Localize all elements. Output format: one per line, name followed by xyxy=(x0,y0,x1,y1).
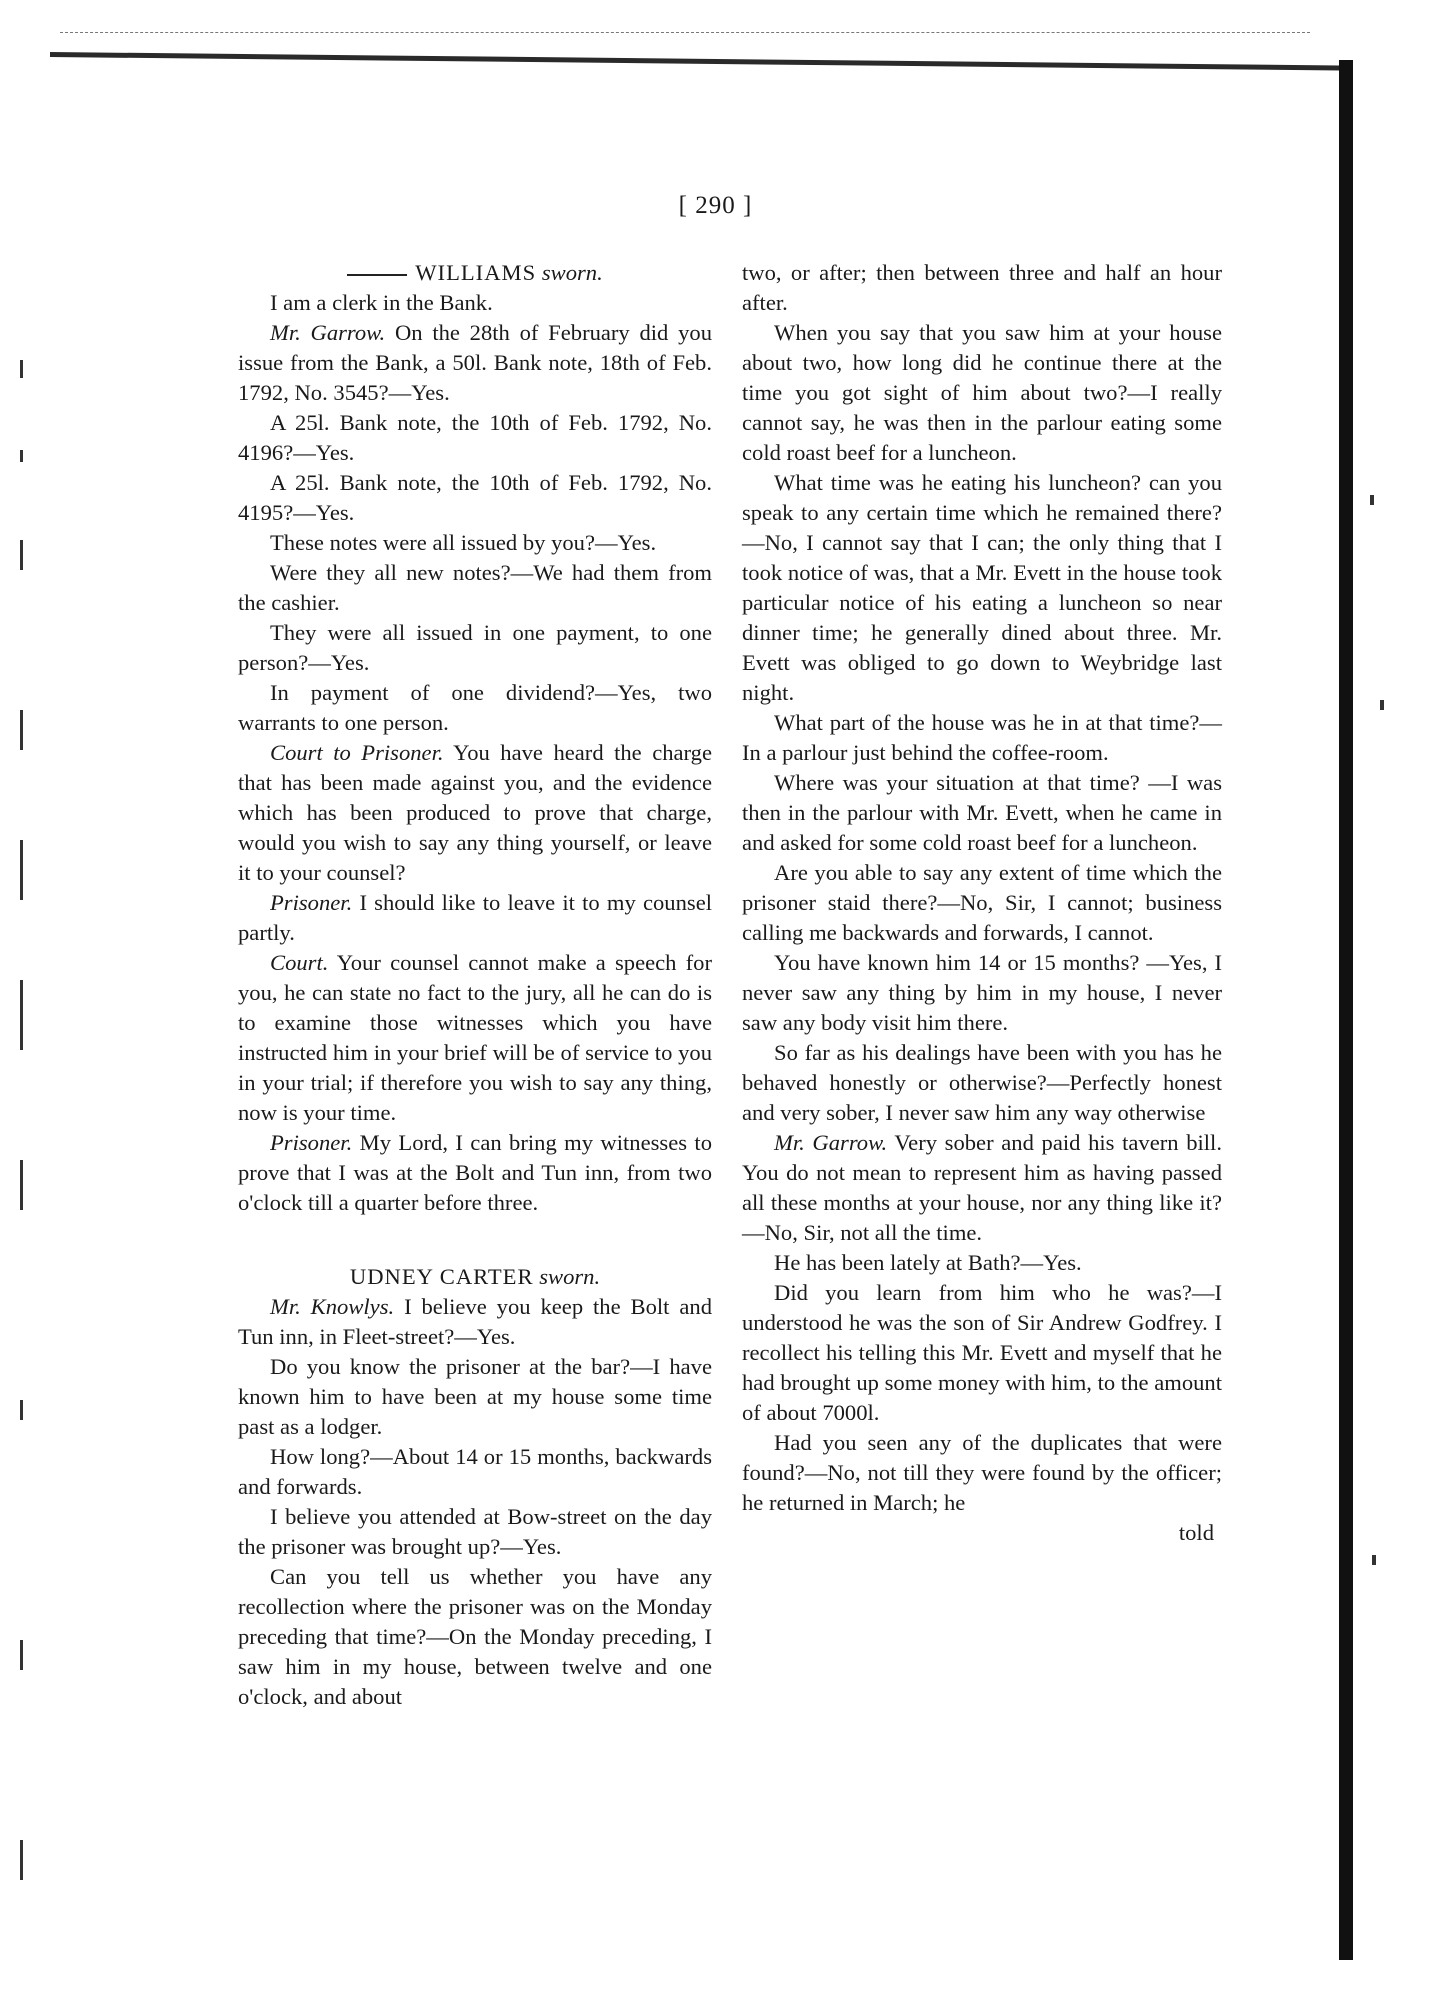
speaker: Mr. Garrow. xyxy=(774,1130,888,1155)
paragraph: What time was he eating his luncheon? can you speak to any certain time which he remained there?—No, I cannot say that I can; the only thing that I took notice of was, that a Mr. Evett in the house took particular notice of his eating a luncheon so near dinner time; he generally dined about three. Mr. Evett was obliged to go down to Weybridge last night. xyxy=(742,470,1222,705)
paragraph xyxy=(238,738,712,888)
speaker: Court to Prisoner. xyxy=(270,740,444,765)
paragraph: They were all issued in one payment, to one person?—Yes. xyxy=(238,620,712,675)
paragraph: You have known him 14 or 15 months? —Yes, I never saw any thing by him in my house, I never saw any body visit him there. xyxy=(742,950,1222,1035)
witness-heading-carter xyxy=(238,1262,712,1292)
paragraph: A 25l. Bank note, the 10th of Feb. 1792, No. 4196?—Yes. xyxy=(238,410,712,465)
book-spine-shadow xyxy=(1339,60,1353,1960)
scan-speck xyxy=(1372,1555,1376,1565)
paragraph: What part of the house was he in at that time?—In a parlour just behind the coffee-room. xyxy=(742,710,1222,765)
paragraph-text: Your counsel cannot make a speech for you, he can state no fact to the jury, all he can do is to examine those witnesses which you have instructed him in your brief will be of service to you in your trial; if therefore you wish to say any thing, now is your time. xyxy=(238,950,712,1125)
paragraph: How long?—About 14 or 15 months, backwards and forwards. xyxy=(238,1444,712,1499)
paragraph xyxy=(238,1128,712,1218)
sworn-label: sworn. xyxy=(539,1264,601,1289)
scan-edge-shadow xyxy=(50,52,1340,71)
paragraph: I am a clerk in the Bank. xyxy=(270,290,493,315)
paragraph: When you say that you saw him at your house about two, how long did he continue there at the time you got sight of him about two?—I really cannot say, he was then in the parlour eating some cold roast beef for a luncheon. xyxy=(742,320,1222,465)
left-column xyxy=(238,258,712,1712)
section-gap xyxy=(238,1218,712,1262)
witness-name: WILLIAMS xyxy=(415,260,537,285)
paragraph: In payment of one dividend?—Yes, two warrants to one person. xyxy=(238,680,712,735)
paragraph: Where was your situation at that time? —I was then in the parlour with Mr. Evett, when he came in and asked for some cold roast beef for a luncheon. xyxy=(742,770,1222,855)
paragraph-text: I believe you keep the Bolt and Tun inn, in Fleet-street?—Yes. xyxy=(238,1294,712,1349)
paragraph-text: I should like to leave it to my counsel partly. xyxy=(238,890,712,945)
paragraph: Were they all new notes?—We had them from the cashier. xyxy=(238,560,712,615)
scan-speck xyxy=(1370,495,1374,505)
paragraph-text: My Lord, I can bring my witnesses to prove that I was at the Bolt and Tun inn, from two o'clock till a quarter before three. xyxy=(238,1130,712,1215)
paragraph: Are you able to say any extent of time which the prisoner staid there?—No, Sir, I cannot; business calling me backwards and forwards, I cannot. xyxy=(742,860,1222,945)
paragraph xyxy=(238,1292,712,1352)
catchword: told xyxy=(1178,1520,1214,1545)
right-column xyxy=(742,258,1222,1548)
speaker: Mr. Knowlys. xyxy=(270,1294,395,1319)
speaker: Court. xyxy=(270,950,329,975)
paragraph: I believe you attended at Bow-street on the day the prisoner was brought up?—Yes. xyxy=(238,1504,712,1559)
paragraph: So far as his dealings have been with you has he behaved honestly or otherwise?—Perfectly honest and very sober, I never saw him any way otherwise xyxy=(742,1040,1222,1125)
witness-name: UDNEY CARTER xyxy=(349,1264,534,1289)
paragraph xyxy=(238,318,712,408)
paragraph: Had you seen any of the duplicates that were found?—No, not till they were found by the officer; he returned in March; he xyxy=(742,1430,1222,1515)
paragraph-text: You have heard the charge that has been made against you, and the evidence which has been produced to prove that charge, would you wish to say any thing yourself, or leave it to your counsel? xyxy=(238,740,712,885)
paragraph: He has been lately at Bath?—Yes. xyxy=(774,1250,1082,1275)
paragraph: Do you know the prisoner at the bar?—I have known him to have been at my house some time past as a lodger. xyxy=(238,1354,712,1439)
scan-margin-marks xyxy=(20,100,60,1900)
paragraph xyxy=(238,888,712,948)
speaker: Prisoner. xyxy=(270,890,353,915)
scan-speck xyxy=(1380,700,1384,710)
speaker: Prisoner. xyxy=(270,1130,353,1155)
witness-heading-williams xyxy=(238,258,712,288)
paragraph-text: On the 28th of February did you issue from the Bank, a 50l. Bank note, 18th of Feb. 1792, No. 3545?—Yes. xyxy=(238,320,712,405)
heading-dash xyxy=(347,274,407,276)
paragraph xyxy=(238,948,712,1128)
paragraph: These notes were all issued by you?—Yes. xyxy=(270,530,657,555)
speaker: Mr. Garrow. xyxy=(270,320,386,345)
page-number: [ 290 ] xyxy=(678,192,753,219)
scan-edge-mark xyxy=(60,32,1310,33)
sworn-label: sworn. xyxy=(541,260,603,285)
paragraph: Can you tell us whether you have any recollection where the prisoner was on the Monday preceding that time?—On the Monday preceding, I saw him in my house, between twelve and one o'clock, and about xyxy=(238,1564,712,1709)
paragraph-text: Very sober and paid his tavern bill. You do not mean to represent him as having passed all these months at your house, nor any thing like it?—No, Sir, not all the time. xyxy=(742,1130,1222,1245)
paragraph: two, or after; then between three and half an hour after. xyxy=(742,260,1222,315)
paragraph: A 25l. Bank note, the 10th of Feb. 1792, No. 4195?—Yes. xyxy=(238,470,712,525)
paragraph: Did you learn from him who he was?—I understood he was the son of Sir Andrew Godfrey. I recollect his telling this Mr. Evett and myself that he had brought up some money with him, to the amount of about 7000l. xyxy=(742,1280,1222,1425)
paragraph xyxy=(742,1128,1222,1248)
